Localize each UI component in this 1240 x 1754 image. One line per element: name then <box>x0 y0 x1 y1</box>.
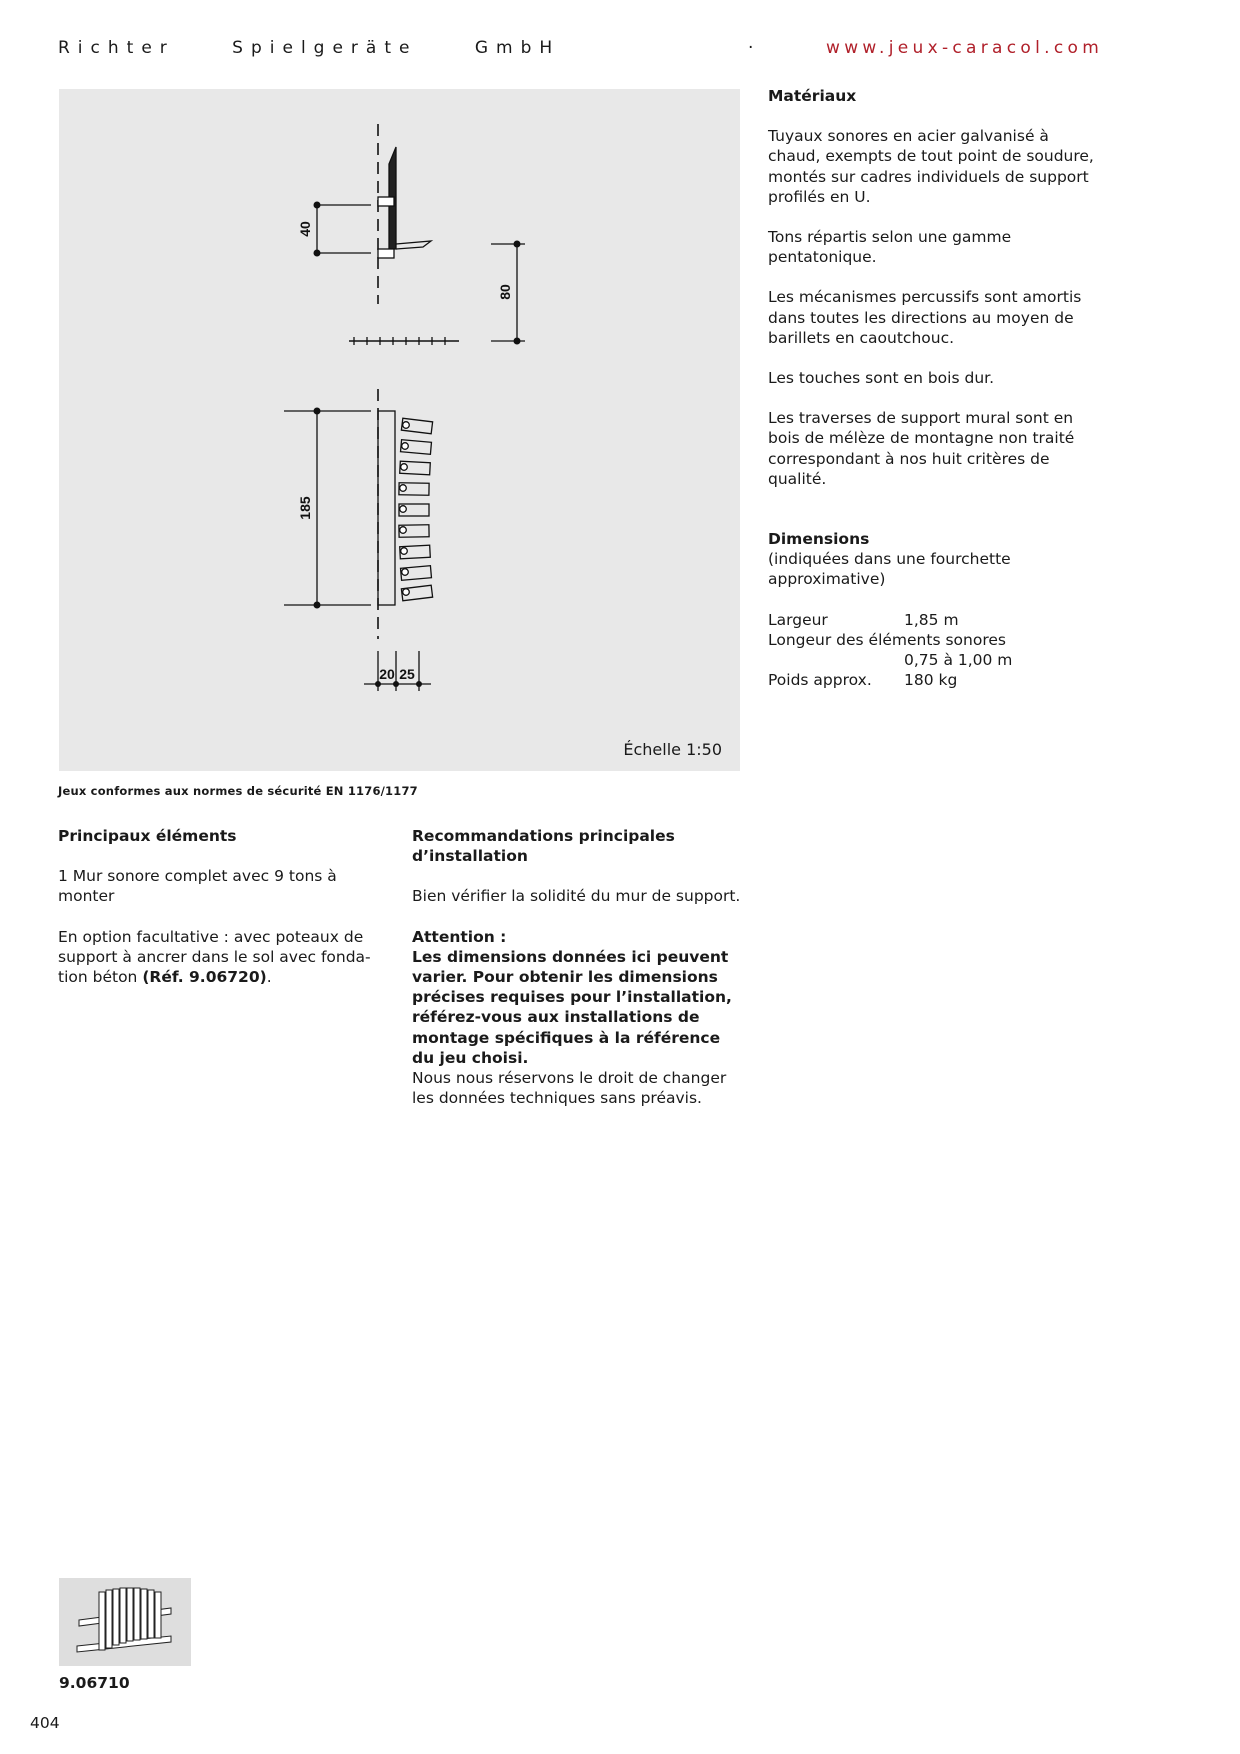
dim-185-label: 185 <box>297 496 313 520</box>
option-reference: (Réf. 9.06720) <box>142 968 267 987</box>
side-bracket-bottom <box>378 249 394 258</box>
scale-label: Échelle 1:50 <box>623 740 722 759</box>
thumb-tube <box>99 1592 105 1650</box>
attention-title: Attention : <box>412 927 507 946</box>
page-number: 404 <box>30 1714 60 1732</box>
dimensions-title: Dimensions <box>768 530 870 549</box>
option-paragraph <box>58 927 378 988</box>
materials-paragraph: Tons répartis selon une gamme pentatonique. <box>768 228 1012 267</box>
safety-norms-note: Jeux conformes aux normes de sécurité EN 1176/1177 <box>58 784 418 798</box>
dimension-row-largeur <box>768 610 1098 630</box>
front-wall-bracket <box>378 411 395 605</box>
attention-text: Les dimensions données ici peuvent varier. Pour obtenir les dimensions précises requises pour l’installation, référez-vous aux installations de montage spécifiques à la référence du jeu choisi. <box>412 947 732 1067</box>
main-elements-paragraph: 1 Mur sonore complet avec 9 tons à monter <box>58 867 337 906</box>
thumb-tube <box>148 1590 154 1638</box>
dim-25-label: 25 <box>399 666 415 682</box>
page-header <box>58 38 1108 62</box>
thumb-tube <box>106 1590 112 1648</box>
side-mallet <box>396 241 431 249</box>
drawing-svg <box>59 89 740 771</box>
dimension-value: 0,75 à 1,00 m <box>904 651 1013 670</box>
dim-80-label: 80 <box>497 284 513 300</box>
dimension-row-poids <box>768 670 1098 690</box>
dim-20-label: 20 <box>379 666 395 682</box>
product-thumbnail-svg <box>59 1578 191 1666</box>
header-separator: · <box>748 38 762 58</box>
dimension-value: 1,85 m <box>904 610 959 629</box>
product-thumbnail <box>59 1578 191 1666</box>
dim-40-label: 40 <box>297 221 313 237</box>
company-name: Richter Spielgeräte GmbH <box>58 38 561 58</box>
disclaimer-note: Nous nous réservons le droit de changer les données techniques sans préavis. <box>412 1069 727 1108</box>
materials-paragraph: Les traverses de support mural sont en bois de mélèze de montagne non traité correspondant à nos huit critères de qualité. <box>768 409 1075 488</box>
materials-section <box>768 86 1098 690</box>
thumb-tube <box>155 1592 161 1638</box>
thumb-tube <box>120 1588 126 1643</box>
dimension-label: Poids approx. <box>768 671 872 690</box>
materials-title: Matériaux <box>768 87 857 105</box>
materials-paragraph: Les touches sont en bois dur. <box>768 369 995 388</box>
materials-paragraph: Tuyaux sonores en acier galvanisé à chaud, exempts de tout point de soudure, montés sur cadres individuels de support profilés en U. <box>768 127 1094 206</box>
thumb-tube <box>134 1588 140 1640</box>
option-text: En option facultative : avec poteaux de support à ancrer dans le sol avec fonda-tion béton <box>58 927 371 987</box>
dimension-row-longueur-label <box>768 630 1098 650</box>
dimensions-subtitle: (indiquées dans une fourchette approximative) <box>768 550 1011 589</box>
installation-section <box>412 826 742 1108</box>
dimension-row-longueur-value <box>768 650 1098 670</box>
installation-paragraph: Bien vérifier la solidité du mur de support. <box>412 887 741 906</box>
installation-title: Recommandations principales d’installation <box>412 827 675 866</box>
side-bracket-top <box>378 197 394 206</box>
thumb-tube <box>141 1589 147 1639</box>
dimension-label: Longeur des éléments sonores <box>768 630 1006 649</box>
technical-drawing <box>59 89 740 771</box>
main-elements-section <box>58 826 378 987</box>
materials-paragraph: Les mécanismes percussifs sont amortis dans toutes les directions au moyen de barillets en caoutchouc. <box>768 288 1082 347</box>
website-link[interactable]: www.jeux-caracol.com <box>826 38 1104 58</box>
product-reference: 9.06710 <box>59 1674 130 1692</box>
thumb-tube <box>113 1589 119 1645</box>
dimension-value: 180 kg <box>904 671 958 690</box>
main-elements-title: Principaux éléments <box>58 827 237 845</box>
dimension-label: Largeur <box>768 610 828 629</box>
thumb-tube <box>127 1588 133 1641</box>
option-end: . <box>266 968 272 987</box>
